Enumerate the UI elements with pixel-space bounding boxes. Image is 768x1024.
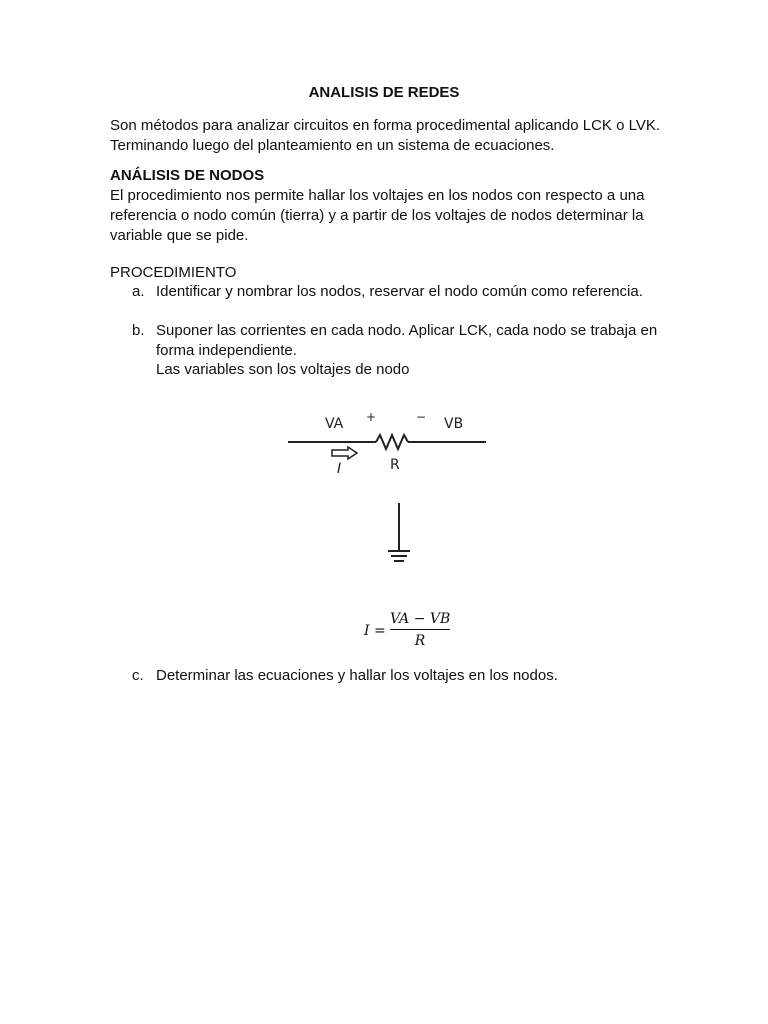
formula-fraction [390, 610, 450, 650]
formula-lhs: I = [364, 623, 386, 639]
list-marker: c. [132, 667, 144, 684]
intro-paragraph: Son métodos para analizar circuitos en forma procedimental aplicando LCK o LVK. Terminando luego del planteamiento en un sistema de ecuaciones. [110, 117, 661, 154]
list-item-note: Las variables son los voltajes de nodo [156, 361, 410, 378]
procedure-heading: PROCEDIMIENTO [110, 264, 237, 281]
label-va: VA [325, 416, 344, 432]
label-i: I [337, 461, 342, 477]
document-title: ANALISIS DE REDES [308, 84, 460, 101]
list-item-text: Identificar y nombrar los nodos, reservar el nodo común como referencia. [156, 283, 643, 300]
section-heading-nodos: ANÁLISIS DE NODOS [110, 167, 265, 184]
label-minus: − [416, 410, 427, 424]
current-arrow-icon [332, 447, 357, 459]
fraction-bar [390, 629, 450, 630]
resistor-symbol [376, 435, 408, 449]
formula-denominator: R [414, 633, 426, 649]
label-vb: VB [444, 416, 464, 432]
list-item-text: Suponer las corrientes en cada nodo. Aplicar LCK, cada nodo se trabaja en forma independiente. [156, 322, 658, 359]
formula-numerator: VA − VB [390, 611, 451, 627]
label-plus: + [366, 410, 377, 424]
label-r: R [390, 457, 400, 473]
list-item-text: Determinar las ecuaciones y hallar los voltajes en los nodos. [156, 667, 558, 684]
list-marker: a. [132, 283, 145, 300]
list-marker: b. [132, 322, 145, 339]
circuit-diagram [280, 405, 500, 575]
nodos-paragraph: El procedimiento nos permite hallar los voltajes en los nodos con respecto a una referencia o nodo común (tierra) y a partir de los voltajes de nodos determinar la variable que se pide. [110, 187, 645, 244]
